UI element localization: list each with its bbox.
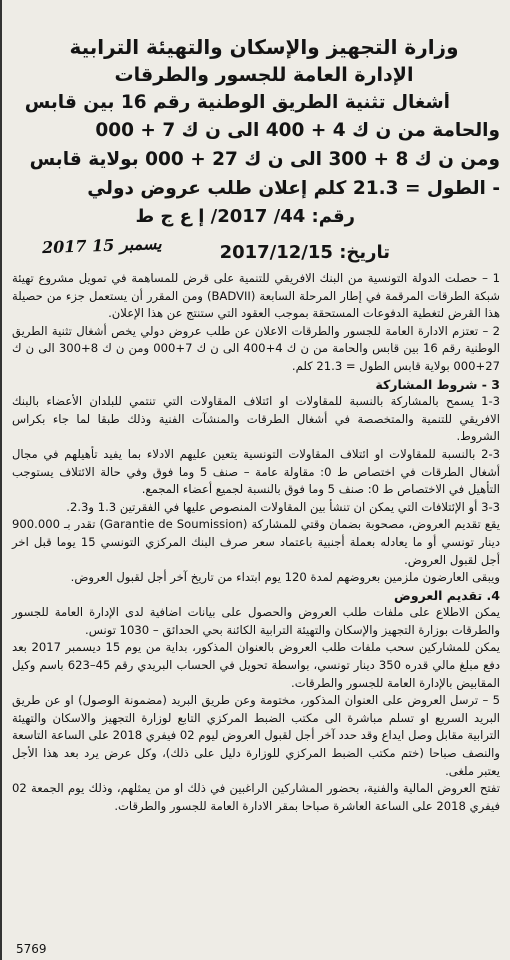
paragraph-1: 1 – حصلت الدولة التونسية من البنك الافريقي للتنمية على قرض للمساهمة في تمويل مشروع تهيئة شبكة الطرقات المرقمة في إطار المرحلة السابعة (BADVII) ومن المقرر أن يستعمل جزء من حصيلة هذا القرض لتغطية الدفوعات المستحقة بموجب العقود التي ستنتج عن هذا الإعلان.: [12, 271, 500, 321]
tender-title-line-2: والحامة من ن ك 4 + 400 الى ن ك 7 + 000: [95, 120, 500, 141]
paragraph-5: 5 – ترسل العروض على العنوان المذكور، مختومة وعن طريق البريد (مضمونة الوصول) او عن طريق البريد السريع او تسلم مباشرة الى مكتب الضبط المركزي التابع لوزارة التجهيز والاسكان والتهيئة الترابية مقابل وصل ايداع وقد حدد آخر أجل لقبول العروض ليوم 02 فيفري 2018 على الساعة التاسعة والنصف صباحا (ختم مكتب الضبط المركزي للوزارة دليل على ذلك)، وكل عرض يرد بعد هذا الأجل يعتبر ملغى.: [12, 693, 501, 778]
tender-title-line-1: أشغال تثنية الطريق الوطنية رقم 16 بين قابس: [24, 92, 450, 113]
notice-body: [12, 270, 500, 815]
paragraph-3-2: 2-3 بالنسبة للمقاولات او ائتلاف المقاولات التونسية يتعين عليهم الادلاء بما يفيد تأهيلهم في مجال أشغال الطرقات في اختصاص ط 0: مقاولة عامة – صنف 5 وما فوق وفي حالة الائتلاف يستوجب التأهيل في الاختصاص ط 0: صنف 5 وما فوق بالنسبة لجميع أعضاء المجمع.: [12, 446, 501, 497]
ministry-heading: وزارة التجهيز والإسكان والتهيئة الترابية: [69, 35, 459, 59]
paragraph-6: تفتح العروض المالية والفنية، بحضور المشاركين الراغبين في ذلك او من يمثلهم، وذلك يوم الجمعة 02 فيفري 2018 على الساعة العاشرة صباحا بمقر الادارة العامة للجسور والطرقات.: [12, 781, 500, 813]
paragraph-4-1: يمكن الاطلاع على ملفات طلب العروض والحصول على بيانات اضافية لدى الإدارة العامة للجسور والطرقات بوزارة التجهيز والإسكان والتهيئة الترابية الكائنة بحي الحدائق – 1030 تونس.: [12, 605, 500, 637]
directorate-heading: الإدارة العامة للجسور والطرقات: [114, 64, 414, 86]
paragraph-4-2: يمكن للمشاركين سحب ملفات طلب العروض بالعنوان المذكور، بداية من يوم 15 ديسمبر 2017 بعد دفع مبلغ مالي قدره 350 دينار تونسي، بواسطة تحويل في الحساب البريدي رقم 45–623 باسم وكيل المقابيض بالإدارة العامة للجسور والطرقات.: [12, 640, 500, 690]
notice-code: 5769: [16, 942, 47, 956]
tender-title-line-3: ومن ن ك 8 + 300 الى ن ك 27 + 000 بولاية قابس: [29, 149, 500, 170]
date-line: [41, 233, 390, 266]
tender-title-line-4: - الطول = 21.3 كلم إعلان طلب عروض دولي: [87, 178, 500, 199]
paragraph-validity: ويبقى العارضون ملزمين بعروضهم لمدة 120 يوم ابتداء من تاريخ آخر أجل لقبول العروض.: [70, 570, 500, 585]
notice-date: تاريخ: 2017/12/15: [219, 242, 390, 263]
paragraph-3-3: 3-3 أو الإئتلافات التي يمكن ان تنشأ بين المقاولات المنصوص عليها في الفقرتين 1.3 و2.3.: [66, 499, 500, 514]
paragraph-guarantee: يقع تقديم العروض، مصحوبة بضمان وقتي للمشاركة (Garantie de Soumission) تقدر بـ 900.000 دينار تونسي أو ما يعادله بعملة أجنبية باعتماد سعر صرف البنك المركزي التونسي 15 يوما قبل اخر أجل لقبول العروض.: [12, 517, 500, 567]
paragraph-3-1: 1-3 يسمح بالمشاركة بالنسبة للمقاولات او ائتلاف المقاولات التي تنتمي للبلدان الأعضاء بالبنك الافريقي للتنمية والمتخصصة في أشغال الطرقات والمنشآت الفنية وذلك طبقا لما جاء بكراس الشروط.: [12, 394, 500, 444]
section-3-heading: 3 - شروط المشاركة: [375, 376, 500, 392]
reference-number: رقم: 44/ 2017/ إ ع ج ط: [135, 206, 355, 227]
handwritten-date-stamp: 2017 يسمبر 15: [41, 233, 162, 258]
section-4-heading: 4. تقديم العروض: [394, 587, 500, 603]
paragraph-2: 2 – تعتزم الادارة العامة للجسور والطرقات الاعلان عن طلب عروض دولي يخص أشغال تثنية الطريق الوطنية رقم 16 بين قابس والحامة من ن ك 4+400 الى ن ك 7+000 ومن ن ك 8+300 الى ن ك 27+000 بولاية قابس الطول = 21.3 كلم.: [12, 323, 501, 373]
